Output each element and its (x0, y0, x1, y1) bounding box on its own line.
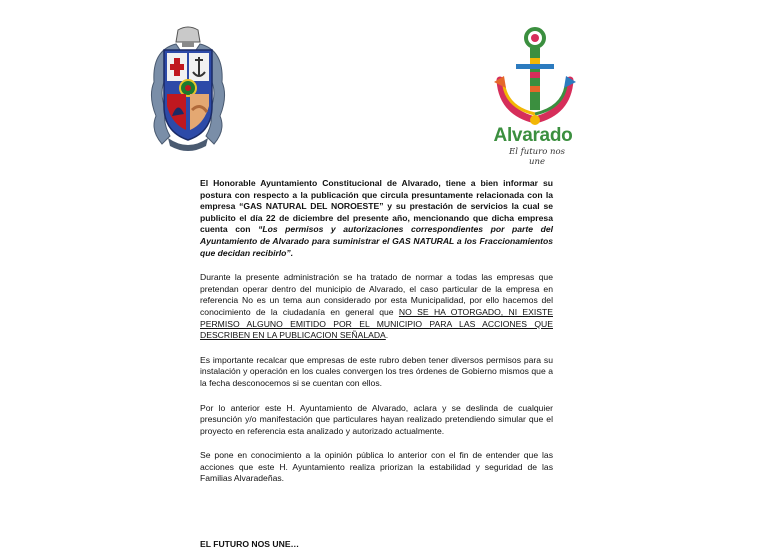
paragraph-administration-end: . (385, 330, 389, 341)
paragraph-public-notice: Se pone en conocimiento a la opinión pública lo anterior con el fin de entender que las acciones que este H. Ayuntamiento realiza priorizan la estabilidad y seguridad de las Familias Alvaradeñas. (200, 450, 553, 484)
paragraph-administration (200, 272, 553, 342)
paragraph-administration-text: Durante la presente administración se ha tratado de normar a todas las empresas que pretendan operar dentro del municipio de Alvarado, el caso particular de la empresa en referencia No es un tema aun considerado por esta Municipalidad, por ello hacemos del conocimiento de la ciudadanía en general que (200, 272, 553, 317)
paragraph-permits: Es importante recalcar que empresas de este rubro deben tener diversos permisos para su instalación y operación en los cuales convergen los tres órdenes de Gobierno mismos que a la fecha desconocemos si se cuentan con ellos. (200, 354, 553, 388)
paragraph-administration-emphasis: NO SE HA OTORGADO, NI EXISTE PERMISO ALGUNO EMITIDO POR EL MUNICIPIO PARA LAS ACCIONES QUE DESCRIBEN EN LA PUBLICACION SEÑALADA (200, 306, 553, 341)
paragraph-intro-text: El Honorable Ayuntamiento Constitucional de Alvarado, tiene a bien informar su postura con respecto a la publicación que circula presuntamente relacionada con la empresa “GAS NATURAL DEL NOROESTE” y su prestación de servicios la cual se publicito el día 22 de diciembre del presente año, mencionando que dicha empresa cuenta con (200, 178, 553, 235)
statement-body (200, 178, 553, 498)
logo-slogan: El futuro nos une (509, 147, 565, 167)
logo-wordmark: Alvarado (493, 125, 573, 146)
paragraph-intro-quote: “Los permisos y autorizaciones correspondientes por parte del Ayuntamiento de Alvarado para suministrar el GAS NATURAL a los Fraccionamientos que decidan recibirlo”. (200, 224, 553, 258)
paragraph-disclaimer: Por lo anterior este H. Ayuntamiento de Alvarado, aclara y se deslinda de cualquier presunción y/o manifestación que particulares hayan realizado pretendiendo simular que el proyecto en referencia esta analizado y autorizado actualmente. (200, 402, 553, 436)
municipal-coat-of-arms (148, 26, 228, 152)
paragraph-intro (200, 178, 553, 259)
closing-slogan: EL FUTURO NOS UNE… (200, 539, 300, 549)
